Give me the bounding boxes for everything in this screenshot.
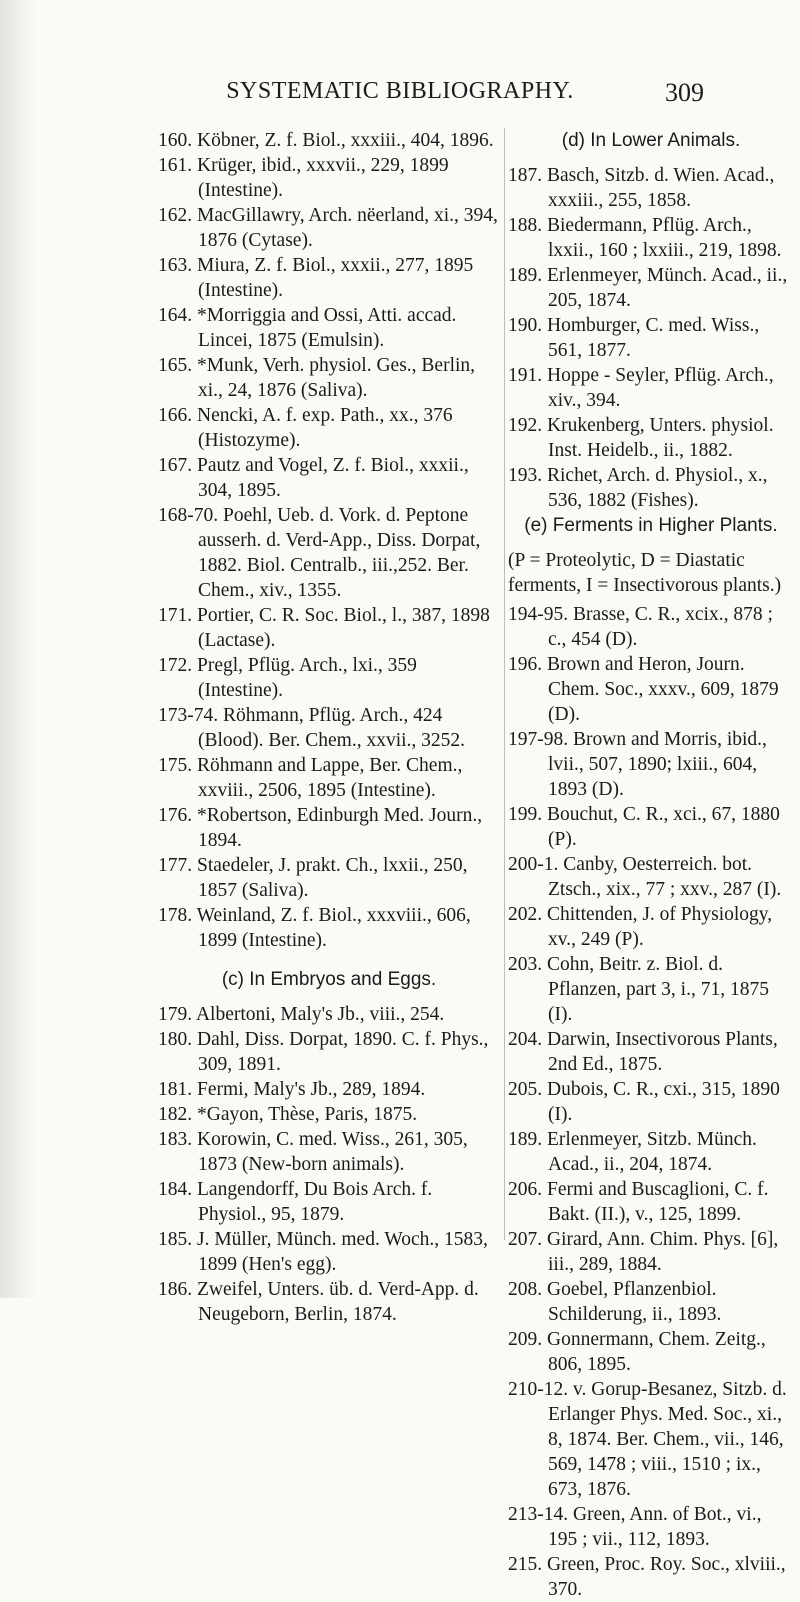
bibliography-entry (508, 1502, 794, 1552)
entry-number: 192. (508, 415, 543, 436)
bibliography-entry (158, 803, 500, 853)
entry-number: 193. (508, 465, 543, 486)
entry-number: 205. (508, 1079, 543, 1100)
bibliography-entry (158, 1102, 500, 1127)
bibliography-entry (508, 363, 794, 413)
bibliography-entry (158, 453, 500, 503)
bibliography-entry (158, 203, 500, 253)
entry-number: 213-14. (508, 1504, 569, 1525)
entry-text: Dahl, Diss. Dorpat, 1890. C. f. Phys., 309, 1891. (197, 1029, 489, 1075)
entry-number: 165. (158, 355, 193, 376)
bibliography-entry (508, 1027, 794, 1077)
bibliography-entry (508, 602, 794, 652)
section-heading-higher-plants: (e) Ferments in Higher Plants. (524, 515, 778, 536)
entry-text: Gonnermann, Chem. Zeitg., 806, 1895. (547, 1329, 766, 1375)
bibliography-entry (508, 952, 794, 1027)
bibliography-entry (158, 503, 500, 603)
page-edge-shadow (0, 0, 36, 1298)
entry-number: 188. (508, 215, 543, 236)
entry-text: Röhmann, Pflüg. Arch., 424 (Blood). Ber. Chem., xxvii., 3252. (198, 705, 466, 751)
bibliography-entry (508, 263, 794, 313)
entry-text: Portier, C. R. Soc. Biol., l., 387, 1898 (Lactase). (197, 605, 490, 651)
entry-number: 186. (158, 1279, 193, 1300)
entry-text: Pregl, Pflüg. Arch., lxi., 359 (Intestine). (197, 655, 417, 701)
entry-text: Fermi and Buscaglioni, C. f. Bakt. (II.), v., 125, 1899. (547, 1179, 769, 1225)
entry-text: Krukenberg, Unters. physiol. Inst. Heidelb., ii., 1882. (547, 415, 774, 461)
entry-number: 210-12. (508, 1379, 569, 1400)
entry-number: 180. (158, 1029, 193, 1050)
entry-number: 176. (158, 805, 193, 826)
entry-number: 189. (508, 265, 543, 286)
right-column (508, 128, 794, 1602)
bibliography-entry (158, 353, 500, 403)
entry-text: Erlenmeyer, Münch. Acad., ii., 205, 1874. (547, 265, 788, 311)
bibliography-entry (508, 1177, 794, 1227)
bibliography-entry (158, 1177, 500, 1227)
bibliography-entry (158, 303, 500, 353)
bibliography-entry (508, 1077, 794, 1127)
entry-text: Röhmann and Lappe, Ber. Chem., xxviii., 2506, 1895 (Intestine). (197, 755, 463, 801)
entry-text: Brasse, C. R., xcix., 878 ; c., 454 (D). (548, 604, 773, 650)
running-title: SYSTEMATIC BIBLIOGRAPHY. (226, 78, 574, 104)
entry-text: Basch, Sitzb. d. Wien. Acad., xxxiii., 255, 1858. (547, 165, 775, 211)
entry-text: MacGillawry, Arch. nëerland, xi., 394, 1876 (Cytase). (197, 205, 498, 251)
entry-number: 162. (158, 205, 193, 226)
entry-text: Korowin, C. med. Wiss., 261, 305, 1873 (New-born animals). (197, 1129, 468, 1175)
entry-text: v. Gorup-Besanez, Sitzb. d. Erlanger Phys. Med. Soc., xi., 8, 1874. Ber. Chem., vii., 146, 569, 1478 ; viii., 1510 ; ix., 673, 1876. (548, 1379, 787, 1500)
entry-number: 179. (158, 1004, 193, 1025)
page-header (0, 78, 800, 118)
entry-number: 161. (158, 155, 193, 176)
bibliography-entry (508, 802, 794, 852)
entry-number: 168-70. (158, 505, 219, 526)
entry-text: Fermi, Maly's Jb., 289, 1894. (197, 1079, 426, 1100)
entry-text: Biedermann, Pflüg. Arch., lxxii., 160 ; lxxiii., 219, 1898. (547, 215, 782, 261)
entry-number: 196. (508, 654, 543, 675)
entry-text: Nencki, A. f. exp. Path., xx., 376 (Histozyme). (197, 405, 453, 451)
bibliography-entry (158, 853, 500, 903)
entry-number: 199. (508, 804, 543, 825)
bibliography-entry (508, 413, 794, 463)
bibliography-entry (158, 1227, 500, 1277)
entry-text: Langendorff, Du Bois Arch. f. Physiol., 95, 1879. (197, 1179, 433, 1225)
entry-number: 183. (158, 1129, 193, 1150)
bibliography-entry (158, 403, 500, 453)
bibliography-entry (508, 852, 794, 902)
bibliography-entry (508, 1377, 794, 1502)
bibliography-entry (508, 1227, 794, 1277)
bibliography-entry (508, 213, 794, 263)
bibliography-entry (508, 1327, 794, 1377)
entry-text: Darwin, Insectivorous Plants, 2nd Ed., 1875. (547, 1029, 778, 1075)
page-number: 309 (665, 78, 704, 107)
entry-number: 206. (508, 1179, 543, 1200)
entry-number: 175. (158, 755, 193, 776)
entry-text: Bouchut, C. R., xci., 67, 1880 (P). (547, 804, 780, 850)
bibliography-entry (158, 653, 500, 703)
entry-text: J. Müller, Münch. med. Woch., 1583, 1899 (Hen's egg). (197, 1229, 488, 1275)
entry-text: Pautz and Vogel, Z. f. Biol., xxxii., 304, 1895. (197, 455, 469, 501)
entry-number: 181. (158, 1079, 193, 1100)
bibliography-list-embryos (158, 1002, 500, 1327)
entry-number: 209. (508, 1329, 543, 1350)
entry-text: Brown and Morris, ibid., lvii., 507, 1890; lxiii., 604, 1893 (D). (548, 729, 767, 800)
entry-text: Köbner, Z. f. Biol., xxxiii., 404, 1896. (197, 130, 494, 151)
entry-number: 215. (508, 1554, 543, 1575)
bibliography-entry (158, 1127, 500, 1177)
entry-text: Miura, Z. f. Biol., xxxii., 277, 1895 (Intestine). (197, 255, 474, 301)
bibliography-list-higher-plants (508, 602, 794, 1602)
bibliography-entry (158, 1277, 500, 1327)
bibliography-entry (508, 463, 794, 513)
entry-number: 166. (158, 405, 193, 426)
section-note: (P = Proteolytic, D = Diastatic ferments, I = Insectivorous plants.) (508, 550, 782, 596)
section-heading-lower-animals: (d) In Lower Animals. (561, 130, 741, 151)
bibliography-entry (158, 903, 500, 953)
bibliography-entry (158, 1002, 500, 1027)
bibliography-entry (508, 652, 794, 727)
entry-text: *Robertson, Edinburgh Med. Journ., 1894. (197, 805, 483, 851)
entry-number: 200-1. (508, 854, 559, 875)
entry-number: 182. (158, 1104, 193, 1125)
entry-text: Krüger, ibid., xxxvii., 229, 1899 (Intestine). (197, 155, 449, 201)
bibliography-entry (508, 1127, 794, 1177)
entry-text: Goebel, Pflanzenbiol. Schilderung, ii., 1893. (547, 1279, 722, 1325)
entry-text: Canby, Oesterreich. bot. Ztsch., xix., 77 ; xxv., 287 (I). (548, 854, 782, 900)
bibliography-entry (508, 1277, 794, 1327)
bibliography-entry (158, 128, 500, 153)
entry-number: 163. (158, 255, 193, 276)
entry-number: 172. (158, 655, 193, 676)
bibliography-entry (508, 727, 794, 802)
entry-text: Chittenden, J. of Physiology, xv., 249 (P). (547, 904, 773, 950)
bibliography-entry (508, 313, 794, 363)
entry-number: 178. (158, 905, 193, 926)
entry-text: *Gayon, Thèse, Paris, 1875. (197, 1104, 418, 1125)
entry-text: Green, Ann. of Bot., vi., 195 ; vii., 112, 1893. (548, 1504, 762, 1550)
entry-number: 171. (158, 605, 193, 626)
entry-number: 190. (508, 315, 543, 336)
entry-number: 184. (158, 1179, 193, 1200)
entry-number: 185. (158, 1229, 193, 1250)
entry-text: Zweifel, Unters. üb. d. Verd-App. d. Neugeborn, Berlin, 1874. (197, 1279, 479, 1325)
bibliography-entry (158, 153, 500, 203)
entry-number: 189. (508, 1129, 543, 1150)
entry-text: Staedeler, J. prakt. Ch., lxxii., 250, 1857 (Saliva). (197, 855, 468, 901)
entry-text: Dubois, C. R., cxi., 315, 1890 (I). (547, 1079, 780, 1125)
entry-text: Weinland, Z. f. Biol., xxxviii., 606, 1899 (Intestine). (196, 905, 471, 951)
entry-number: 203. (508, 954, 543, 975)
bibliography-entry (508, 163, 794, 213)
entry-number: 164. (158, 305, 193, 326)
entry-text: Poehl, Ueb. d. Vork. d. Peptone ausserh. d. Verd-App., Diss. Dorpat, 1882. Biol. Centralb., iii.,252. Ber. Chem., xiv., 1355. (198, 505, 481, 601)
entry-text: Erlenmeyer, Sitzb. Münch. Acad., ii., 204, 1874. (547, 1129, 757, 1175)
bibliography-entry (508, 902, 794, 952)
entry-text: Cohn, Beitr. z. Biol. d. Pflanzen, part 3, i., 71, 1875 (I). (547, 954, 769, 1025)
entry-number: 160. (158, 130, 193, 151)
column-divider (504, 128, 505, 1240)
entry-number: 197-98. (508, 729, 569, 750)
bibliography-entry (158, 753, 500, 803)
entry-number: 167. (158, 455, 193, 476)
left-column (158, 128, 500, 1327)
entry-number: 173-74. (158, 705, 219, 726)
entry-text: Albertoni, Maly's Jb., viii., 254. (195, 1004, 445, 1025)
entry-text: Hoppe - Seyler, Pflüg. Arch., xiv., 394. (547, 365, 774, 411)
entry-text: Brown and Heron, Journ. Chem. Soc., xxxv., 609, 1879 (D). (547, 654, 779, 725)
bibliography-entry (158, 703, 500, 753)
bibliography-entry (158, 1077, 500, 1102)
entry-number: 202. (508, 904, 543, 925)
entry-number: 177. (158, 855, 193, 876)
entry-text: Richet, Arch. d. Physiol., x., 536, 1882 (Fishes). (547, 465, 768, 511)
entry-number: 194-95. (508, 604, 569, 625)
entry-number: 187. (508, 165, 543, 186)
entry-text: Homburger, C. med. Wiss., 561, 1877. (547, 315, 760, 361)
entry-text: Girard, Ann. Chim. Phys. [6], iii., 289, 1884. (547, 1229, 779, 1275)
entry-number: 204. (508, 1029, 543, 1050)
bibliography-entry (158, 1027, 500, 1077)
bibliography-list (158, 128, 500, 953)
entry-text: *Morriggia and Ossi, Atti. accad. Lincei, 1875 (Emulsin). (197, 305, 457, 351)
entry-text: *Munk, Verh. physiol. Ges., Berlin, xi., 24, 1876 (Saliva). (197, 355, 476, 401)
bibliography-entry (158, 603, 500, 653)
entry-number: 208. (508, 1279, 543, 1300)
bibliography-list-lower-animals (508, 163, 794, 513)
entry-number: 191. (508, 365, 543, 386)
entry-number: 207. (508, 1229, 543, 1250)
bibliography-entry (158, 253, 500, 303)
section-heading-embryos: (c) In Embryos and Eggs. (221, 969, 437, 990)
bibliography-entry (508, 1552, 794, 1602)
entry-text: Green, Proc. Roy. Soc., xlviii., 370. (547, 1554, 786, 1600)
